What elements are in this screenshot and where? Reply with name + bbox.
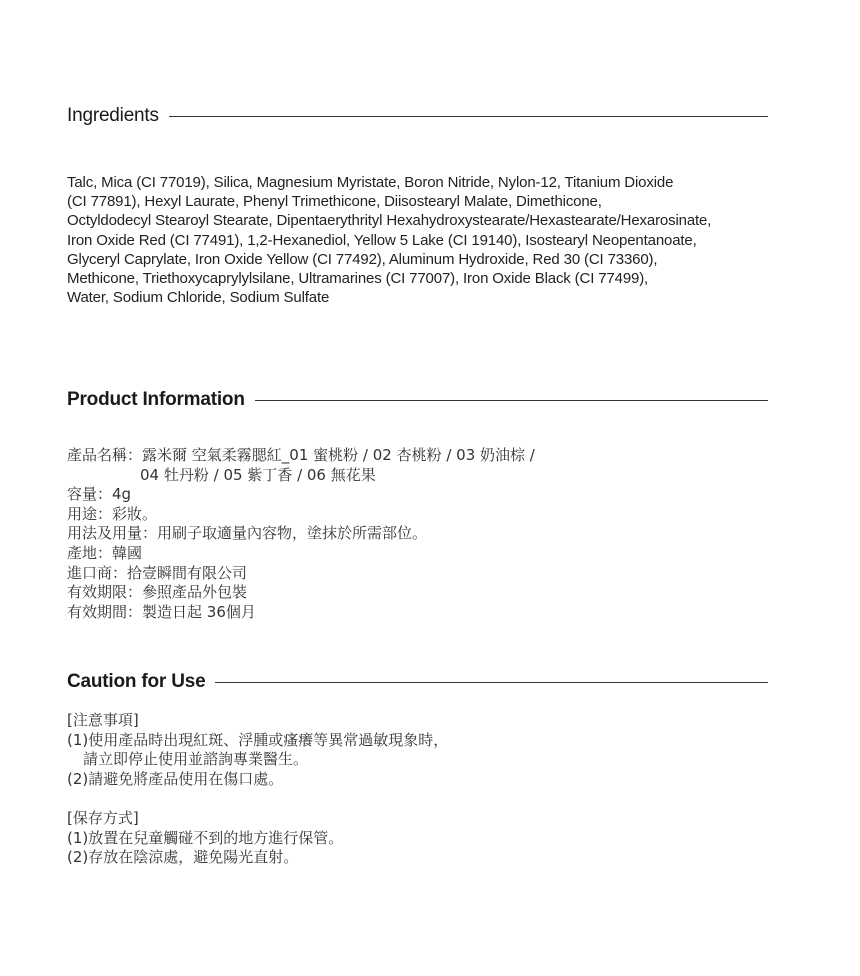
- info-label: 產地：: [67, 543, 113, 562]
- info-row-product-name: [67, 446, 768, 466]
- info-value: 用刷子取適量內容物，塗抹於所需部位。: [157, 524, 428, 543]
- ingredients-line: Methicone, Triethoxycaprylylsilane, Ultramarines (CI 77007), Iron Oxide Black (CI 77499),: [67, 270, 649, 288]
- info-row-directions: [67, 524, 768, 544]
- notice-item: (1)使用產品時出現紅斑、浮腫或瘙癢等異常過敏現象時，: [67, 730, 449, 749]
- product-info-header: [67, 387, 768, 413]
- product-info-section: [67, 387, 768, 622]
- ingredients-line: Water, Sodium Chloride, Sodium Sulfate: [67, 289, 330, 307]
- caution-header: [67, 669, 768, 695]
- info-value: 露米爾 空氣柔霧腮紅_01 蜜桃粉 / 02 杏桃粉 / 03 奶油棕 /: [142, 446, 535, 464]
- caution-list: [67, 711, 768, 868]
- storage-heading: [保存方式]: [67, 808, 139, 827]
- info-label: 用法及用量：: [67, 524, 158, 543]
- product-info-list: [67, 446, 768, 622]
- info-row-usage: [67, 505, 768, 525]
- ingredients-line: (CI 77891), Hexyl Laurate, Phenyl Trimethicone, Diisostearyl Malate, Dimethicone,: [67, 193, 602, 211]
- info-value-continuation: 04 牡丹粉 / 05 紫丁香 / 06 無花果: [140, 465, 376, 484]
- info-value: 4g: [112, 485, 132, 504]
- section-divider: [255, 400, 768, 401]
- info-value: 拾壹瞬間有限公司: [127, 563, 248, 582]
- section-divider: [215, 682, 768, 683]
- notice-heading: [注意事項]: [67, 711, 139, 729]
- info-value: 彩妝。: [112, 504, 158, 523]
- ingredients-line: Octyldodecyl Stearoyl Stearate, Dipentaerythrityl Hexahydroxystearate/Hexastearate/Hexarosinate,: [67, 212, 712, 230]
- ingredients-list: [67, 173, 772, 307]
- info-row-capacity: [67, 485, 768, 505]
- info-label: 有效期限：: [67, 583, 143, 602]
- ingredients-line: Glyceryl Caprylate, Iron Oxide Yellow (CI 77492), Aluminum Hydroxide, Red 30 (CI 73360),: [67, 250, 658, 268]
- info-row-importer: [67, 564, 768, 584]
- info-label: 容量：: [67, 485, 113, 504]
- ingredients-header: [67, 103, 768, 129]
- info-row-origin: [67, 544, 768, 564]
- info-value: 製造日起 36個月: [142, 602, 256, 621]
- info-label: 有效期間：: [67, 602, 143, 621]
- caution-title: Caution for Use: [67, 671, 206, 692]
- product-info-title: Product Information: [67, 389, 245, 410]
- info-value: 參照產品外包裝: [142, 583, 248, 602]
- info-label: 用途：: [67, 504, 113, 523]
- ingredients-section: [67, 103, 768, 307]
- storage-item: (2)存放在陰涼處，避免陽光直射。: [67, 848, 299, 867]
- info-row-expiry: [67, 583, 768, 603]
- info-label: 產品名稱：: [67, 446, 143, 464]
- info-label: 進口商：: [67, 563, 128, 582]
- info-value: 韓國: [112, 543, 143, 562]
- info-row-shelf-life: [67, 603, 768, 623]
- spacer: [67, 789, 768, 809]
- ingredients-line: Talc, Mica (CI 77019), Silica, Magnesium Myristate, Boron Nitride, Nylon-12, Titanium Dioxide: [67, 174, 674, 191]
- notice-item-continuation: 請立即停止使用並諮詢專業醫生。: [83, 750, 309, 769]
- ingredients-title: Ingredients: [67, 105, 159, 126]
- caution-section: [67, 669, 768, 868]
- section-divider: [169, 116, 768, 117]
- storage-item: (1)放置在兒童觸碰不到的地方進行保管。: [67, 828, 344, 847]
- notice-item: (2)請避免將產品使用在傷口處。: [67, 769, 284, 788]
- ingredients-line: Iron Oxide Red (CI 77491), 1,2-Hexanediol, Yellow 5 Lake (CI 19140), Isostearyl Neopentanoate,: [67, 231, 697, 249]
